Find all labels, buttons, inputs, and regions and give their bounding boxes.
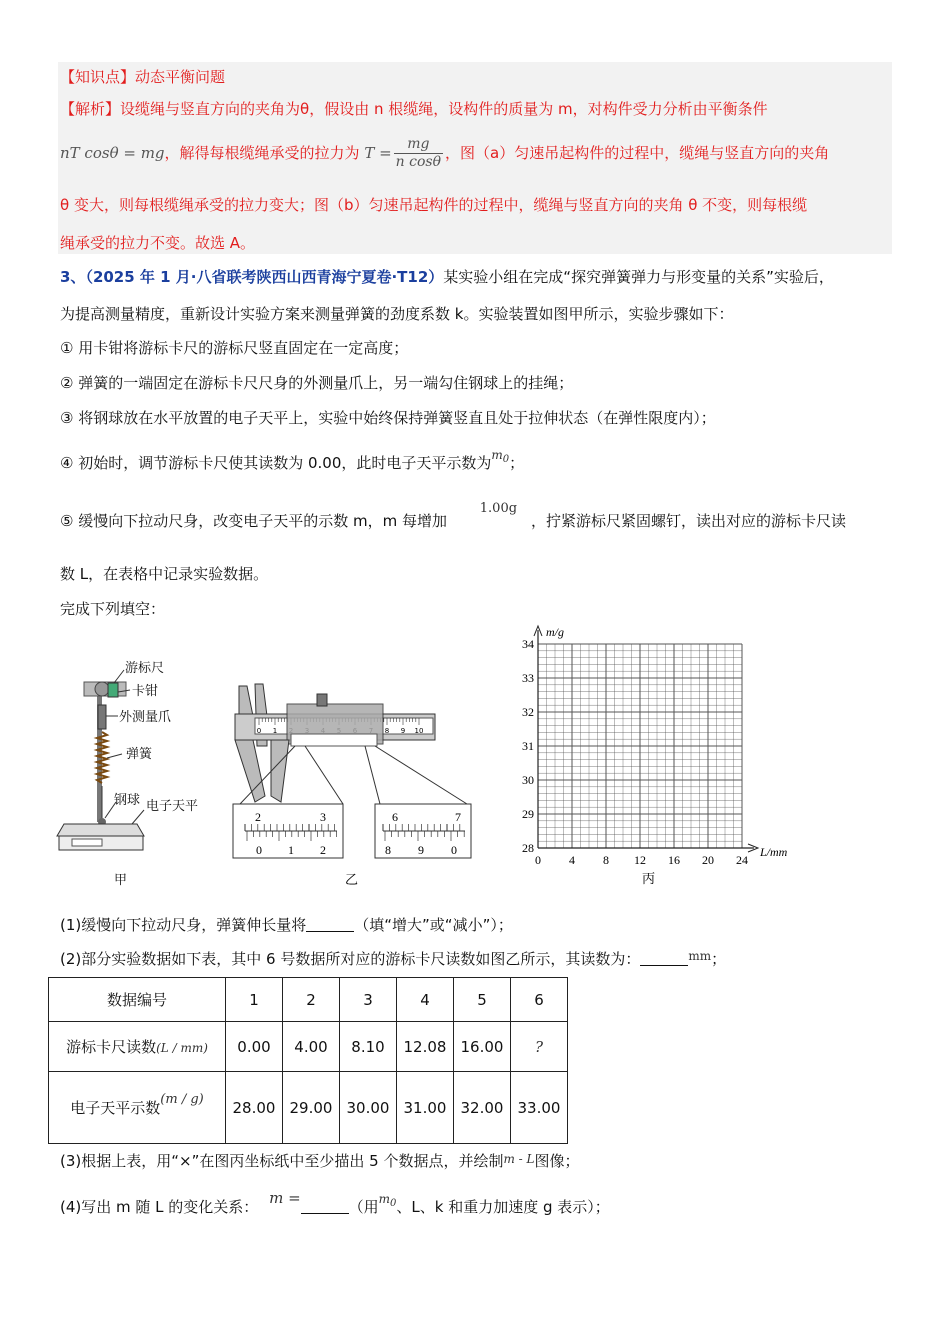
m0-subscript: 0 <box>502 454 510 465</box>
row-header <box>49 1022 226 1072</box>
step-5-continued: 数 L，在表格中记录实验数据。 <box>60 565 269 583</box>
q3-text: (3)根据上表，用“×”在图丙坐标纸中至少描出 5 个数据点，并绘制 <box>60 1152 504 1170</box>
label-vernier-scale: 游标尺 <box>125 661 165 676</box>
fraction-numerator: mg <box>394 136 443 154</box>
q4-m0-subscript: 0 <box>390 1198 397 1209</box>
question-source: （2025 年 1 月·八省联考陕西山西青海宁夏卷·T12） <box>85 268 444 286</box>
label-spring: 弹簧 <box>126 747 153 762</box>
sub-question-4 <box>60 1189 610 1218</box>
balance-display <box>72 839 102 846</box>
sub-question-1 <box>60 914 513 935</box>
inset-left-bottom-label: 1 <box>288 843 294 857</box>
locking-screw <box>317 694 327 706</box>
solution-text-1: 设缆绳与竖直方向的夹角为θ，假设由 n 根缆绳，设构件的质量为 m，对构件受力分析由平衡条件 <box>120 100 768 118</box>
knowledge-point-tag: 【知识点】 <box>60 68 136 86</box>
tension-fraction <box>394 136 443 171</box>
table-cell: 28.00 <box>226 1072 283 1144</box>
q2-blank[interactable] <box>640 951 688 966</box>
lower-jaw-sliding <box>271 740 289 802</box>
y-tick-label: 34 <box>522 637 534 651</box>
fill-prompt: 完成下列填空： <box>60 600 166 618</box>
row-header-text: 电子天平示数 <box>70 1099 161 1117</box>
x-tick-labels <box>535 853 748 867</box>
increment-value: 1.00g <box>479 501 518 516</box>
table-cell: 6 <box>511 978 568 1022</box>
inset-pointer <box>365 746 380 804</box>
table-cell: 33.00 <box>511 1072 568 1144</box>
y-tick-label: 33 <box>522 671 534 685</box>
caption-bing: 丙 <box>642 872 656 887</box>
solution-line-2 <box>60 136 829 171</box>
row-header-unit: (m / g) <box>160 1092 204 1107</box>
q2-unit: mm <box>688 949 712 963</box>
solution-line-4: 绳承受的拉力不变。故选 A。 <box>60 234 256 252</box>
table-row <box>49 1022 568 1072</box>
clamp-knob <box>95 682 109 696</box>
q4-blank[interactable] <box>301 1199 349 1214</box>
inset-right-bottom-label: 0 <box>451 843 457 857</box>
table-cell: 32.00 <box>454 1072 511 1144</box>
inset-left-bottom-label: 2 <box>320 843 326 857</box>
row-header <box>49 1072 226 1144</box>
main-scale-tick-label: 0 <box>256 727 262 735</box>
x-tick-label: 20 <box>702 853 714 867</box>
table-cell: 1 <box>226 978 283 1022</box>
step-3: ③ 将钢球放在水平放置的电子天平上，实验中始终保持弹簧竖直且处于拉伸状态（在弹性限度内）； <box>60 409 716 427</box>
sub-question-2 <box>60 948 726 969</box>
table-cell: 12.08 <box>397 1022 454 1072</box>
solution-line-1 <box>60 98 768 119</box>
inset-left-top-label: 3 <box>320 810 326 824</box>
inset-right-bottom-label: 9 <box>418 843 424 857</box>
figure-jia <box>52 650 212 890</box>
table-cell: 31.00 <box>397 1072 454 1144</box>
solution-text-2b: ，图（a）匀速吊起构件的过程中，缆绳与竖直方向的夹角 <box>445 144 830 162</box>
step-5-text: ⑤ 缓慢向下拉动尺身，改变电子天平的示数 m，m 每增加 <box>60 512 447 530</box>
m0-symbol <box>491 448 510 465</box>
step-4 <box>60 448 525 474</box>
step-2: ② 弹簧的一端固定在游标卡尺尺身的外测量爪上，另一端勾住钢球上的挂绳； <box>60 374 574 392</box>
inset-right-top-label: 6 <box>392 810 398 824</box>
y-tick-label: 30 <box>522 773 534 787</box>
question-header <box>60 266 834 287</box>
table-cell: 29.00 <box>283 1072 340 1144</box>
inset-pointer <box>375 746 467 804</box>
y-tick-label: 29 <box>522 807 534 821</box>
question-number: 3、 <box>60 268 86 286</box>
label-balance: 电子天平 <box>146 799 199 814</box>
leader-line <box>132 810 144 824</box>
table-row <box>49 978 568 1022</box>
analysis-block <box>58 62 892 254</box>
q3-mL: m - L <box>503 1152 535 1166</box>
balance-pan <box>57 824 144 836</box>
inset-left-top-label: 2 <box>255 810 261 824</box>
inset-pointer <box>305 746 343 804</box>
main-scale-tick-label: 1 <box>272 727 278 735</box>
m0-letter: m <box>491 448 503 462</box>
table-cell: 8.10 <box>340 1022 397 1072</box>
y-tick-label: 31 <box>522 739 534 753</box>
question-intro-2: 为提高测量精度，重新设计实验方案来测量弹簧的劲度系数 k。实验装置如图甲所示，实验步骤如下： <box>60 305 734 323</box>
row-header: 数据编号 <box>49 978 226 1022</box>
fraction-denominator: n cosθ <box>395 154 442 170</box>
x-axis-label: L/mm <box>760 845 788 859</box>
leader-line <box>114 670 124 683</box>
q2-text: (2)部分实验数据如下表，其中 6 号数据所对应的游标卡尺读数如图乙所示，其读数为： <box>60 950 641 968</box>
table-row <box>49 1072 568 1144</box>
q1-text-b: （填“增大”或“减小”）； <box>354 916 513 934</box>
equilibrium-equation: nT cosθ = mg <box>60 144 165 162</box>
x-tick-label: 8 <box>603 853 609 867</box>
solution-tag: 【解析】 <box>60 100 121 118</box>
row-header-unit: (L / mm) <box>156 1041 208 1055</box>
q3-text-b: 图像； <box>534 1152 580 1170</box>
caption-yi: 乙 <box>345 873 359 888</box>
y-tick-label: 32 <box>522 705 534 719</box>
x-tick-label: 12 <box>634 853 646 867</box>
solution-line-3: θ 变大，则每根缆绳承受的拉力变大；图（b）匀速吊起构件的过程中，缆绳与竖直方向的夹角 θ 不变，则每根缆 <box>60 196 808 214</box>
table-cell: 3 <box>340 978 397 1022</box>
step-5-text-b: ，拧紧游标尺紧固螺钉，读出对应的游标卡尺读 <box>531 512 847 530</box>
q4-m0 <box>378 1192 397 1209</box>
knowledge-point: 动态平衡问题 <box>135 68 226 86</box>
table-cell: 30.00 <box>340 1072 397 1144</box>
q1-text: (1)缓慢向下拉动尺身，弹簧伸长量将 <box>60 916 307 934</box>
y-tick-label: 28 <box>522 841 534 855</box>
q4-text: (4)写出 m 随 L 的变化关系： <box>60 1198 259 1216</box>
data-table <box>48 977 568 1144</box>
y-axis-label: m/g <box>546 625 564 639</box>
leader-line <box>107 754 122 758</box>
graph-grid-major <box>538 644 742 848</box>
x-tick-label: 24 <box>736 853 748 867</box>
table-cell: 16.00 <box>454 1022 511 1072</box>
inset-right-top-label: 7 <box>455 810 461 824</box>
label-steel-ball: 钢球 <box>114 793 141 808</box>
main-scale-tick-label: 10 <box>414 727 424 735</box>
q2-text-b: ； <box>711 950 727 968</box>
lower-jaw-fixed <box>235 740 265 802</box>
table-cell: 4.00 <box>283 1022 340 1072</box>
knowledge-point-line <box>60 66 225 87</box>
q4-text-b: （用 <box>348 1198 379 1216</box>
caption-jia: 甲 <box>114 873 128 888</box>
solution-text-2a: ，解得每根缆绳承受的拉力为 <box>164 144 360 162</box>
y-tick-labels <box>522 637 534 855</box>
q4-m0-letter: m <box>378 1192 391 1206</box>
step-1: ① 用卡钳将游标卡尺的游标尺竖直固定在一定高度； <box>60 339 409 357</box>
table-cell: 0.00 <box>226 1022 283 1072</box>
inset-left-bottom-label: 0 <box>256 843 262 857</box>
question-intro-1: 某实验小组在完成“探究弹簧弹力与形变量的关系”实验后， <box>443 268 834 286</box>
figure-yi <box>225 676 490 890</box>
tension-symbol: T = <box>364 144 392 162</box>
x-tick-label: 0 <box>535 853 541 867</box>
x-tick-label: 16 <box>668 853 680 867</box>
q4-m-equals: m = <box>269 1189 301 1207</box>
figure-bing <box>508 620 808 890</box>
clamp-block <box>108 683 118 697</box>
table-cell-unknown: ? <box>511 1022 568 1072</box>
q4-text-c: 、L、k 和重力加速度 g 表示）； <box>396 1198 610 1216</box>
step-4-end: ； <box>509 454 525 472</box>
inset-right-bottom-label: 8 <box>385 843 391 857</box>
sub-question-3 <box>60 1150 580 1171</box>
row-header-text: 游标卡尺读数 <box>66 1038 157 1056</box>
outer-jaw <box>98 705 106 729</box>
step-5 <box>60 501 847 531</box>
vernier-scale <box>291 734 377 746</box>
main-scale-tick-label: 9 <box>400 727 406 735</box>
q1-blank[interactable] <box>306 917 354 932</box>
label-clamp: 卡钳 <box>132 684 159 699</box>
step-4-text: ④ 初始时，调节游标卡尺使其读数为 0.00，此时电子天平示数为 <box>60 454 492 472</box>
label-outer-jaw: 外测量爪 <box>119 710 172 725</box>
table-cell: 4 <box>397 978 454 1022</box>
table-cell: 5 <box>454 978 511 1022</box>
x-tick-label: 4 <box>569 853 575 867</box>
table-cell: 2 <box>283 978 340 1022</box>
main-scale-tick-label: 8 <box>384 727 390 735</box>
